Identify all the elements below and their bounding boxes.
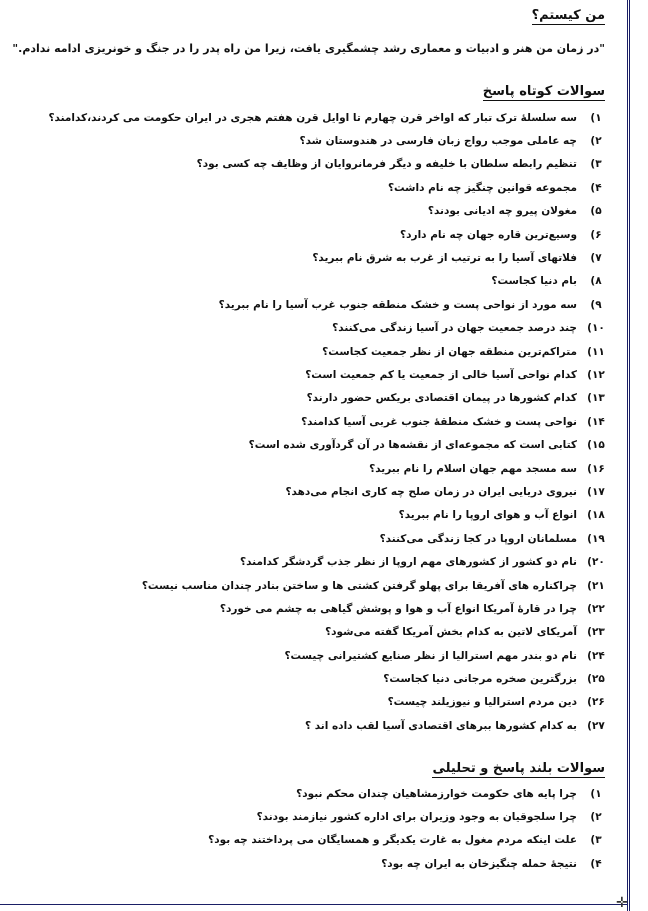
question-text: فلاتهای آسیا را به ترتیب از غرب به شرق نام ببرید؟ bbox=[312, 252, 577, 265]
question-number: ۱۸) bbox=[587, 509, 605, 522]
question-item bbox=[1, 714, 611, 737]
question-text: مجموعه قوانین چنگیز چه نام داشت؟ bbox=[387, 181, 577, 194]
question-number: ۲۰) bbox=[587, 556, 605, 569]
question-item bbox=[1, 410, 611, 433]
question-text: علت اینکه مردم مغول به غارت یکدیگر و همسایگان می پرداختند چه بود؟ bbox=[208, 834, 577, 847]
question-item bbox=[1, 293, 611, 316]
question-item bbox=[1, 387, 611, 410]
who-am-i-quote: "در زمان من هنر و ادبیات و معماری رشد چشمگیری یافت، زیرا من راه پدر را در جنگ و خونریزی ادامه ندادم." bbox=[12, 42, 605, 55]
question-number: ۱۱) bbox=[587, 345, 605, 358]
short-answer-heading: سوالات کوتاه پاسخ bbox=[482, 84, 605, 99]
question-text: وسیع‌ترین قاره جهان چه نام دارد؟ bbox=[400, 228, 577, 241]
question-number: ۱۳) bbox=[587, 392, 605, 405]
question-item bbox=[1, 504, 611, 527]
question-item bbox=[1, 480, 611, 503]
question-number: ۱۴) bbox=[587, 415, 605, 428]
question-number: ۲۷) bbox=[587, 719, 605, 732]
question-number: ۲۱) bbox=[587, 579, 605, 592]
question-text: نتیجهٔ حمله چنگیزخان به ایران چه بود؟ bbox=[381, 857, 577, 870]
question-text: انواع آب و هوای اروپا را نام ببرید؟ bbox=[398, 509, 577, 522]
question-item bbox=[1, 340, 611, 363]
question-number: ۸) bbox=[590, 275, 602, 288]
question-number: ۲) bbox=[590, 135, 602, 148]
question-item bbox=[1, 457, 611, 480]
page-frame-bottom bbox=[0, 904, 628, 905]
question-number: ۹) bbox=[590, 298, 602, 311]
question-item bbox=[1, 782, 611, 805]
question-text: سه سلسلهٔ ترک تبار که اواخر قرن چهارم تا اوایل قرن هفتم هجری در ایران حکومت می کردند،کدامند؟ bbox=[48, 111, 577, 124]
question-number: ۵) bbox=[590, 205, 602, 218]
long-answer-list bbox=[1, 782, 611, 876]
question-text: مسلمانان اروپا در کجا زندگی می‌کنند؟ bbox=[379, 532, 577, 545]
question-text: مغولان پیرو چه ادیانی بودند؟ bbox=[427, 205, 577, 218]
question-text: بزرگترین صخره مرجانی دنیا کجاست؟ bbox=[383, 673, 577, 686]
question-number: ۲۲) bbox=[587, 602, 605, 615]
question-item bbox=[1, 200, 611, 223]
question-text: تنظیم رابطه سلطان با خلیفه و دیگر فرمانروایان از وظایف چه کسی بود؟ bbox=[196, 158, 577, 171]
question-item bbox=[1, 363, 611, 386]
question-number: ۲۴) bbox=[587, 649, 605, 662]
question-text: چرا در قارهٔ آمریکا انواع آب و هوا و پوشش گیاهی به چشم می خورد؟ bbox=[219, 602, 577, 615]
question-text: کدام نواحی آسیا خالی از جمعیت یا کم جمعیت است؟ bbox=[305, 368, 577, 381]
question-item bbox=[1, 550, 611, 573]
question-item bbox=[1, 691, 611, 714]
question-item bbox=[1, 621, 611, 644]
question-number: ۴) bbox=[590, 857, 602, 870]
question-item bbox=[1, 433, 611, 456]
question-text: چند درصد جمعیت جهان در آسیا زندگی می‌کنند؟ bbox=[332, 322, 577, 335]
question-number: ۲۶) bbox=[587, 696, 605, 709]
question-text: چه عاملی موجب رواج زبان فارسی در هندوستان شد؟ bbox=[299, 135, 577, 148]
question-text: به کدام کشورها ببرهای اقتصادی آسیا لقب داده اند ؟ bbox=[304, 719, 577, 732]
question-text: نام دو کشور از کشورهای مهم اروپا از نظر جذب گردشگر کدامند؟ bbox=[240, 556, 577, 569]
question-item bbox=[1, 852, 611, 875]
question-item bbox=[1, 246, 611, 269]
question-text: سه مسجد مهم جهان اسلام را نام ببرید؟ bbox=[369, 462, 577, 475]
question-text: چراکناره های آفریقا برای پهلو گرفتن کشتی ها و ساختن بنادر چندان مناسب نیست؟ bbox=[141, 579, 577, 592]
question-item bbox=[1, 527, 611, 550]
question-number: ۱۹) bbox=[587, 532, 605, 545]
question-text: نیروی دریایی ایران در زمان صلح چه کاری انجام می‌دهد؟ bbox=[285, 485, 577, 498]
question-text: نام دو بندر مهم استرالیا از نظر صنایع کشتیرانی چیست؟ bbox=[284, 649, 577, 662]
question-text: کتابی است که مجموعه‌ای از نقشه‌ها در آن گردآوری شده است؟ bbox=[248, 439, 577, 452]
question-item bbox=[1, 667, 611, 690]
question-item bbox=[1, 829, 611, 852]
question-text: کدام کشورها در پیمان اقتصادی بریکس حضور دارند؟ bbox=[306, 392, 577, 405]
question-text: دین مردم استرالیا و نیوزیلند چیست؟ bbox=[387, 696, 577, 709]
question-text: متراکم‌ترین منطقه جهان از نظر جمعیت کجاست؟ bbox=[322, 345, 577, 358]
question-number: ۱۷) bbox=[587, 485, 605, 498]
long-answer-heading: سوالات بلند پاسخ و تحلیلی bbox=[432, 761, 605, 776]
question-item bbox=[1, 223, 611, 246]
question-number: ۱۰) bbox=[587, 322, 605, 335]
question-item bbox=[1, 129, 611, 152]
question-text: چرا پایه های حکومت خوارزمشاهیان چندان محکم نبود؟ bbox=[296, 787, 577, 800]
question-number: ۳) bbox=[590, 158, 602, 171]
question-number: ۱) bbox=[590, 111, 602, 124]
question-item bbox=[1, 270, 611, 293]
question-item bbox=[1, 644, 611, 667]
question-text: بام دنیا کجاست؟ bbox=[491, 275, 577, 288]
question-number: ۱۵) bbox=[587, 439, 605, 452]
question-item bbox=[1, 574, 611, 597]
question-item bbox=[1, 317, 611, 340]
corner-plus-icon: ✛ bbox=[616, 895, 628, 911]
question-item bbox=[1, 597, 611, 620]
short-answer-list bbox=[1, 106, 611, 738]
question-number: ۲۳) bbox=[587, 626, 605, 639]
question-number: ۲) bbox=[590, 811, 602, 824]
question-item bbox=[1, 153, 611, 176]
question-text: سه مورد از نواحی پست و خشک منطقه جنوب غرب آسیا را نام ببرید؟ bbox=[218, 298, 577, 311]
question-number: ۴) bbox=[590, 181, 602, 194]
question-item bbox=[1, 106, 611, 129]
question-text: نواحی پست و خشک منطقهٔ جنوب غربی آسیا کدامند؟ bbox=[301, 415, 577, 428]
question-number: ۳) bbox=[590, 834, 602, 847]
question-text: چرا سلجوقیان به وجود وزیران برای اداره کشور نیازمند بودند؟ bbox=[256, 811, 577, 824]
question-number: ۶) bbox=[590, 228, 602, 241]
who-am-i-heading: من کیستم؟ bbox=[531, 8, 605, 23]
question-number: ۱۶) bbox=[587, 462, 605, 475]
question-number: ۲۵) bbox=[587, 673, 605, 686]
question-number: ۱۲) bbox=[587, 368, 605, 381]
question-item bbox=[1, 805, 611, 828]
question-number: ۷) bbox=[590, 252, 602, 265]
question-text: آمریکای لاتین به کدام بخش آمریکا گفته می‌شود؟ bbox=[325, 626, 577, 639]
question-item bbox=[1, 176, 611, 199]
question-number: ۱) bbox=[590, 787, 602, 800]
